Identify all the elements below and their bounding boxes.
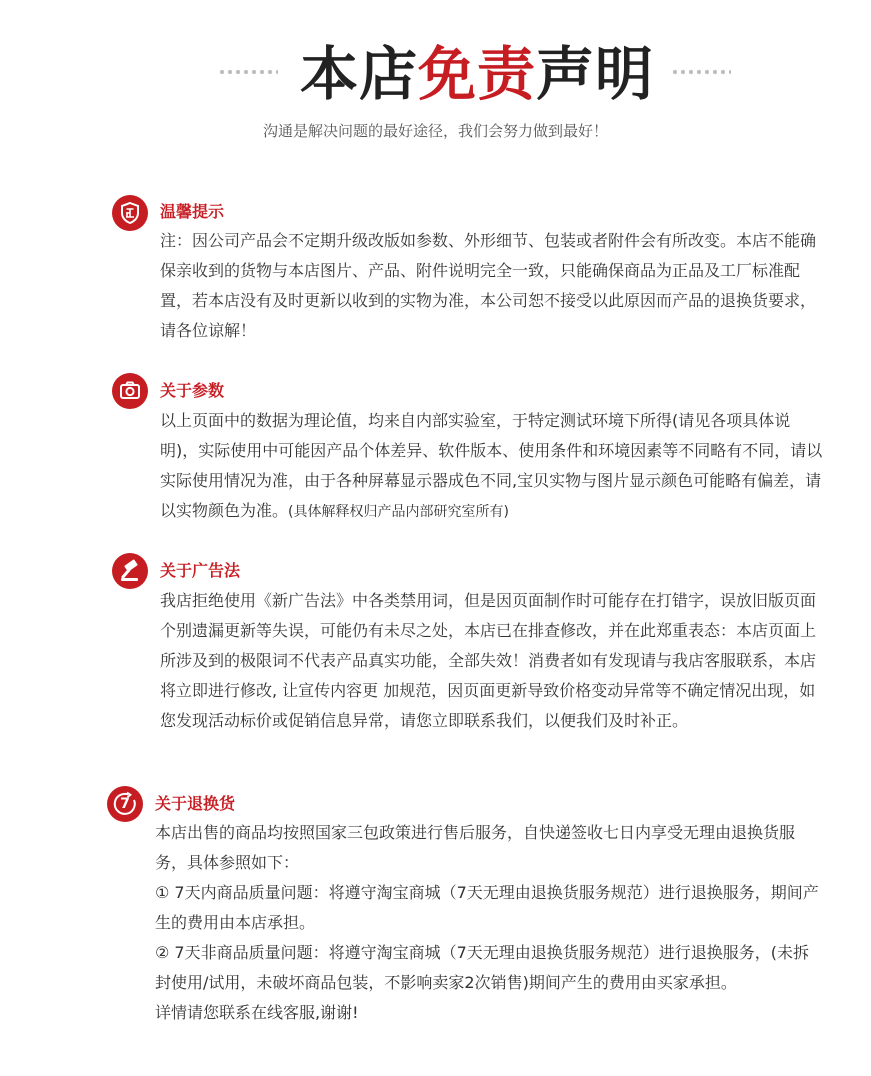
section-heading: 关于广告法 <box>160 561 241 580</box>
section-heading: 关于参数 <box>160 381 225 400</box>
section-paragraph: 本店出售的商品均按照国家三包政策进行售后服务，自快递签收七日内享受无理由退换货服务，具体参照如下： <box>155 823 796 872</box>
camera-icon <box>112 373 148 409</box>
section-advertising-law <box>0 550 871 770</box>
section-paragraph: 详情请您联系在线客服,谢谢! <box>155 1003 359 1022</box>
seven-day-label: 7 <box>120 796 130 812</box>
decorative-dots-left <box>218 69 278 75</box>
title-part-3: 声明 <box>536 40 655 108</box>
section-body <box>155 818 825 1028</box>
section-tips <box>0 190 871 350</box>
section-heading: 关于退换货 <box>155 794 236 813</box>
title-row <box>0 38 871 110</box>
section-returns <box>0 784 871 1074</box>
section-paragraph: ② 7天非商品质量问题：将遵守淘宝商城（7天无理由退换货服务规范）进行退换服务，(未拆封使用/试用，未破坏商品包装，不影响卖家2次销售)期间产生的费用由买家承担。 <box>155 943 810 992</box>
section-text-main: 以上页面中的数据为理论值，均来自内部实验室，于特定测试环境下所得(请见各项具体说明)，实际使用中可能因产品个体差异、软件版本、使用条件和环境因素等不同略有不同，请以实际使用情况为准，由于各种屏幕显示器成色不同,宝贝实物与图片显示颜色可能略有偏差，请以实物颜色为准。 <box>160 411 823 520</box>
section-body <box>160 406 825 527</box>
section-body <box>160 586 825 736</box>
gavel-icon <box>112 553 148 589</box>
section-text: 注：因公司产品会不定期升级改版如参数、外形细节、包装或者附件会有所改变。本店不能确保亲收到的货物与本店图片、产品、附件说明完全一致，只能确保商品为正品及工厂标准配置，若本店没有及时更新以收到的实物为准，本公司恕不接受以此原因而产品的退换货要求，请各位谅解！ <box>160 231 817 340</box>
section-text: 我店拒绝使用《新广告法》中各类禁用词，但是因页面制作时可能存在打错字，误放旧版页面个别遗漏更新等失误，可能仍有未尽之处，本店已在排查修改，并在此郑重表态：本店页面上所涉及到的极限词不代表产品真实功能，全部失效！消费者如有发现请与我店客服联系，本店将立即进行修改, 让宣传内容更 加规范，因页面更新导致价格变动异常等不确定情况出现，如您发现活动标价或促销信息异常，请您立即联系我们，以便我们及时补正。 <box>160 591 817 730</box>
section-body <box>160 226 825 346</box>
page-subtitle: 沟通是解决问题的最好途径，我们会努力做到最好！ <box>262 122 608 140</box>
seven-day-return-icon <box>107 786 143 822</box>
section-parameters <box>0 370 871 530</box>
page-title <box>300 38 655 110</box>
section-heading: 温馨提示 <box>160 202 225 221</box>
section-note: (具体解释权归产品内部研究室所有) <box>288 504 509 520</box>
section-text <box>160 406 825 527</box>
shield-icon <box>112 195 148 231</box>
title-part-2: 免责 <box>418 40 537 108</box>
decorative-dots-right <box>671 69 731 75</box>
section-paragraph: ① 7天内商品质量问题：将遵守淘宝商城（7天无理由退换货服务规范）进行退换服务，期间产生的费用由本店承担。 <box>155 883 819 932</box>
title-part-1: 本店 <box>300 40 419 108</box>
